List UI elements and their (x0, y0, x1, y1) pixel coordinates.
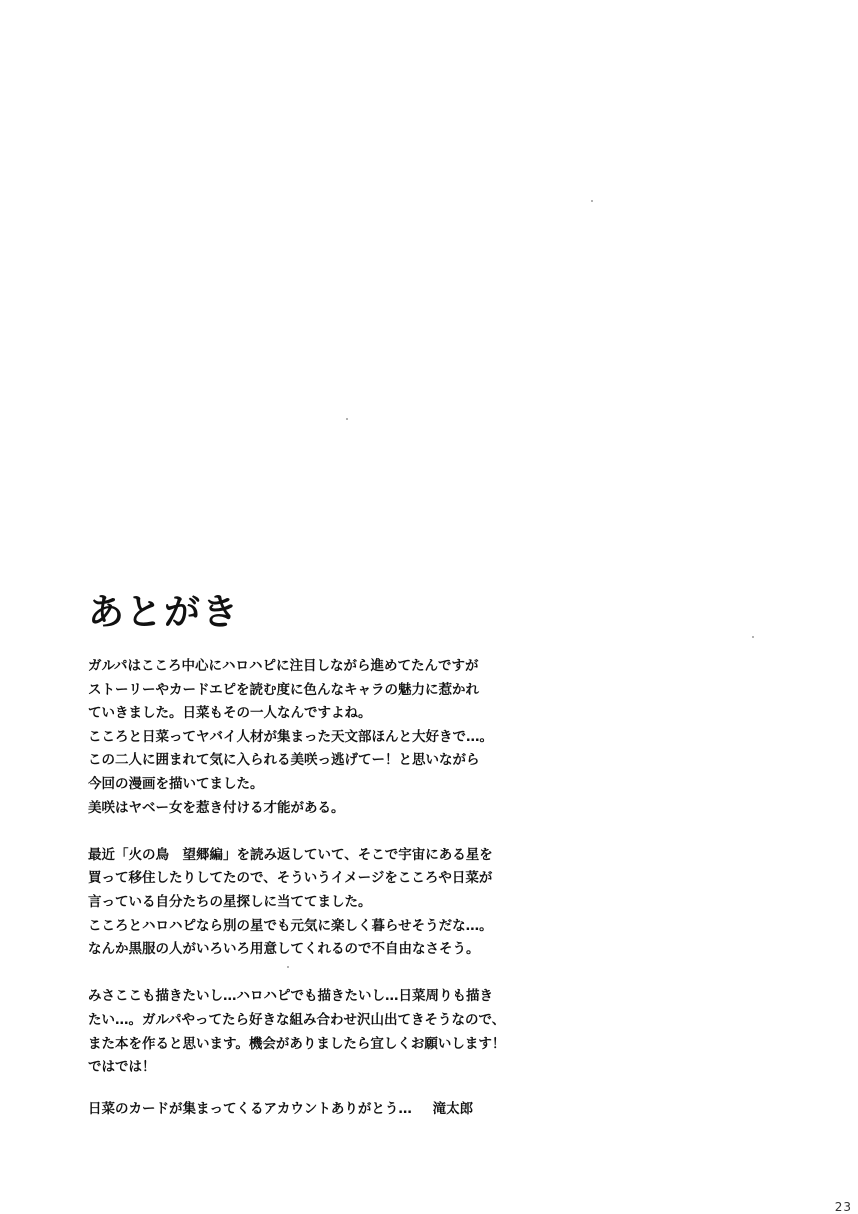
paper-speck (346, 418, 348, 420)
text-line: 今回の漫画を描いてました。 (88, 775, 264, 792)
text-line: この二人に囲まれて気に入られる美咲っ逃げてー！と思いながら (88, 752, 480, 769)
text-line: 美咲はヤベー女を惹き付ける才能がある。 (88, 799, 345, 816)
text-line: こころとハロハピなら別の星でも元気に楽しく暮らせそうだな…。 (88, 917, 493, 934)
paragraph-3 (88, 985, 648, 1079)
text-line: こころと日菜ってヤバイ人材が集まった天文部ほんと大好きで…。 (88, 728, 493, 745)
author-name: 滝太郎 (432, 1101, 474, 1117)
text-line: 最近「火の鳥 望郷編」を読み返していて、そこで宇宙にある星を (88, 846, 493, 863)
paper-speck (752, 636, 754, 638)
paper-speck (591, 200, 593, 202)
text-line: たい…。ガルパやってたら好きな組み合わせ沢山出てきそうなので、 (88, 1011, 506, 1028)
text-line: また本を作ると思います。機会がありましたら宜しくお願いします！ (88, 1035, 506, 1052)
page-number: 23 (834, 1200, 852, 1214)
text-line: 言っている自分たちの星探しに当ててました。 (88, 893, 372, 910)
text-line: みさここも描きたいし…ハロハピでも描きたいし…日菜周りも描き (88, 988, 493, 1005)
paragraph-1 (88, 655, 648, 820)
afterword-body (88, 655, 648, 1080)
signoff (88, 1098, 473, 1121)
afterword-title: あとがき (88, 592, 241, 633)
text-line: ではでは！ (88, 1059, 156, 1076)
text-line: なんか黒服の人がいろいろ用意してくれるので不自由なさそう。 (88, 941, 480, 958)
text-line: ストーリーやカードエピを読む度に色んなキャラの魅力に惹かれ (88, 681, 479, 698)
text-line: ガルパはこころ中心にハロハピに注目しながら進めてたんですが (88, 658, 479, 674)
text-line: 買って移住したりしてたので、そういうイメージをこころや日菜が (88, 870, 493, 887)
text-line: ていきました。日菜もその一人なんですよね。 (88, 705, 372, 722)
signoff-message: 日菜のカードが集まってくるアカウントありがとう… (88, 1101, 412, 1117)
paragraph-2 (88, 844, 648, 962)
